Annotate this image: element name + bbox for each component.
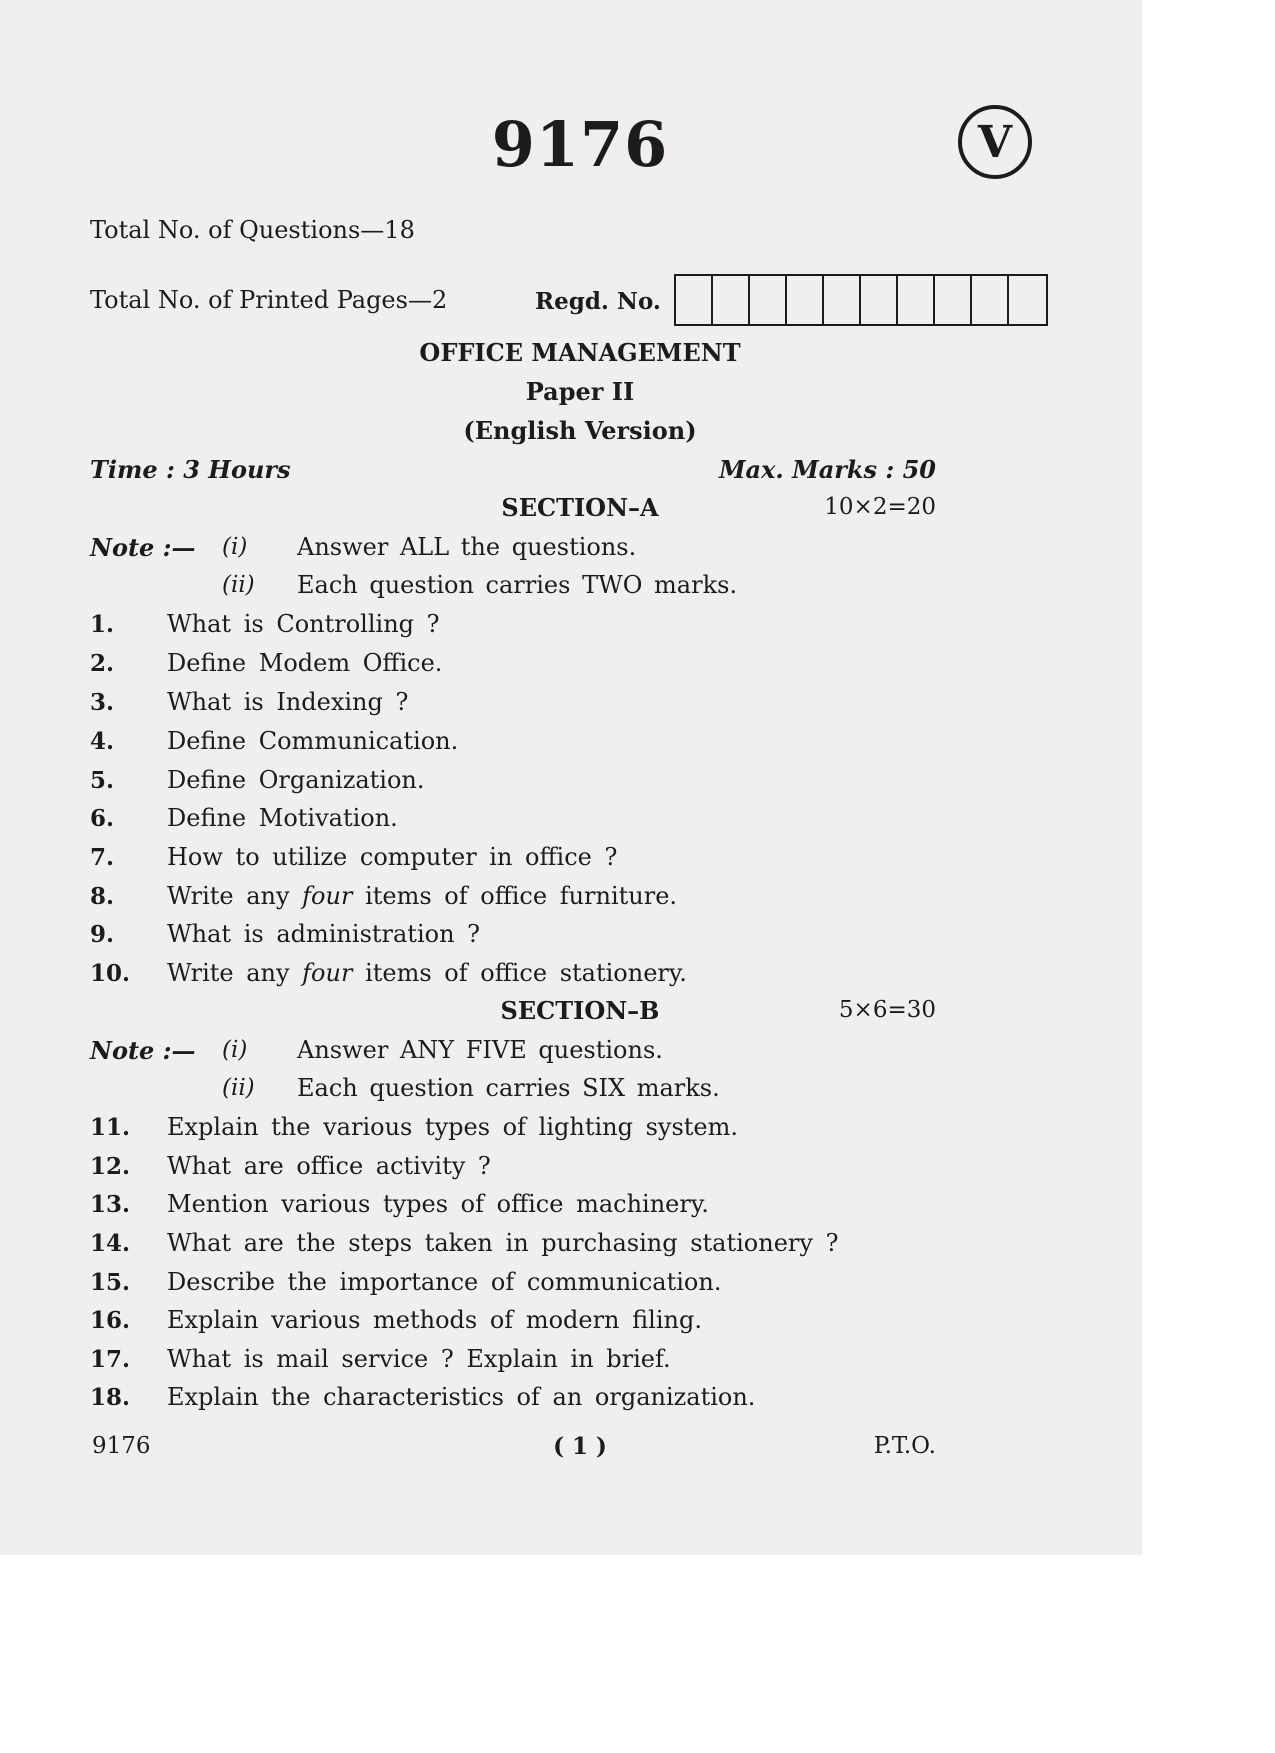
question-text-emphasis: four — [302, 882, 353, 910]
question-text — [167, 959, 687, 987]
footer-page-number: ( 1 ) — [553, 1433, 607, 1460]
regd-box[interactable] — [713, 276, 750, 324]
question-text: What is Controlling ? — [167, 610, 440, 638]
regd-box[interactable] — [750, 276, 787, 324]
note-number: (i) — [222, 534, 248, 560]
note-number: (i) — [222, 1037, 248, 1063]
regd-box[interactable] — [676, 276, 713, 324]
regd-label: Regd. No. — [535, 288, 661, 315]
section-b-note-label: Note :— — [90, 1036, 196, 1065]
question-text: Describe the importance of communication. — [167, 1268, 722, 1296]
regd-box[interactable] — [972, 276, 1009, 324]
question-text-part: Write any — [167, 959, 303, 987]
section-a-title: SECTION–A — [501, 493, 659, 522]
question-text: Explain the characteristics of an organization. — [167, 1383, 756, 1411]
regd-box[interactable] — [1009, 276, 1046, 324]
regd-box[interactable] — [935, 276, 972, 324]
question-number: 9. — [90, 921, 115, 948]
question-text: Mention various types of office machinery. — [167, 1190, 709, 1218]
question-text: Define Organization. — [167, 766, 425, 794]
subject-title: OFFICE MANAGEMENT — [419, 338, 741, 367]
section-a-marks: 10×2=20 — [824, 494, 936, 520]
total-pages: Total No. of Printed Pages—2 — [90, 286, 448, 314]
question-text: What is Indexing ? — [167, 688, 409, 716]
note-text: Each question carries TWO marks. — [297, 571, 738, 599]
question-text-emphasis: four — [302, 959, 353, 987]
section-a-note-label: Note :— — [90, 533, 196, 562]
footer-pto: P.T.O. — [873, 1433, 936, 1459]
paper-label: Paper II — [525, 377, 635, 406]
question-text — [167, 882, 677, 910]
question-number: 5. — [90, 767, 115, 794]
question-number: 18. — [90, 1384, 131, 1411]
question-number: 7. — [90, 844, 115, 871]
question-number: 8. — [90, 883, 115, 910]
time-allowed: Time : 3 Hours — [90, 455, 291, 484]
question-number: 2. — [90, 650, 115, 677]
question-number: 10. — [90, 960, 131, 987]
question-number: 17. — [90, 1346, 131, 1373]
question-text: What are the steps taken in purchasing stationery ? — [167, 1229, 839, 1257]
question-text: Define Communication. — [167, 727, 459, 755]
note-text: Answer ANY FIVE questions. — [297, 1036, 663, 1064]
question-number: 12. — [90, 1153, 131, 1180]
question-text: What is mail service ? Explain in brief. — [167, 1345, 671, 1373]
question-text-part: items of office stationery. — [352, 959, 687, 987]
regd-box[interactable] — [824, 276, 861, 324]
question-number: 1. — [90, 611, 115, 638]
question-number: 16. — [90, 1307, 131, 1334]
version-label: (English Version) — [463, 416, 697, 445]
regd-number-boxes[interactable] — [674, 274, 1048, 326]
max-marks: Max. Marks : 50 — [718, 455, 936, 484]
note-text: Each question carries SIX marks. — [297, 1074, 720, 1102]
question-number: 15. — [90, 1269, 131, 1296]
question-text: Explain the various types of lighting system. — [167, 1113, 739, 1141]
question-number: 6. — [90, 805, 115, 832]
question-number: 3. — [90, 689, 115, 716]
regd-box[interactable] — [898, 276, 935, 324]
footer-code: 9176 — [92, 1433, 151, 1459]
regd-box[interactable] — [861, 276, 898, 324]
question-text: Define Modem Office. — [167, 649, 443, 677]
regd-box[interactable] — [787, 276, 824, 324]
question-number: 13. — [90, 1191, 131, 1218]
note-number: (ii) — [222, 1075, 255, 1101]
section-b-marks: 5×6=30 — [838, 997, 936, 1023]
question-number: 14. — [90, 1230, 131, 1257]
version-badge: V — [958, 105, 1032, 179]
question-number: 11. — [90, 1114, 131, 1141]
paper-code-title: 9176 — [491, 108, 669, 181]
question-text-part: items of office furniture. — [352, 882, 678, 910]
total-questions: Total No. of Questions—18 — [90, 216, 415, 244]
note-text: Answer ALL the questions. — [297, 533, 637, 561]
question-text-part: Write any — [167, 882, 303, 910]
question-text: How to utilize computer in office ? — [167, 843, 618, 871]
note-number: (ii) — [222, 572, 255, 598]
question-text: Explain various methods of modern filing. — [167, 1306, 702, 1334]
question-number: 4. — [90, 728, 115, 755]
question-text: Define Motivation. — [167, 804, 398, 832]
question-text: What are office activity ? — [167, 1152, 491, 1180]
section-b-title: SECTION–B — [500, 996, 660, 1025]
question-text: What is administration ? — [167, 920, 481, 948]
